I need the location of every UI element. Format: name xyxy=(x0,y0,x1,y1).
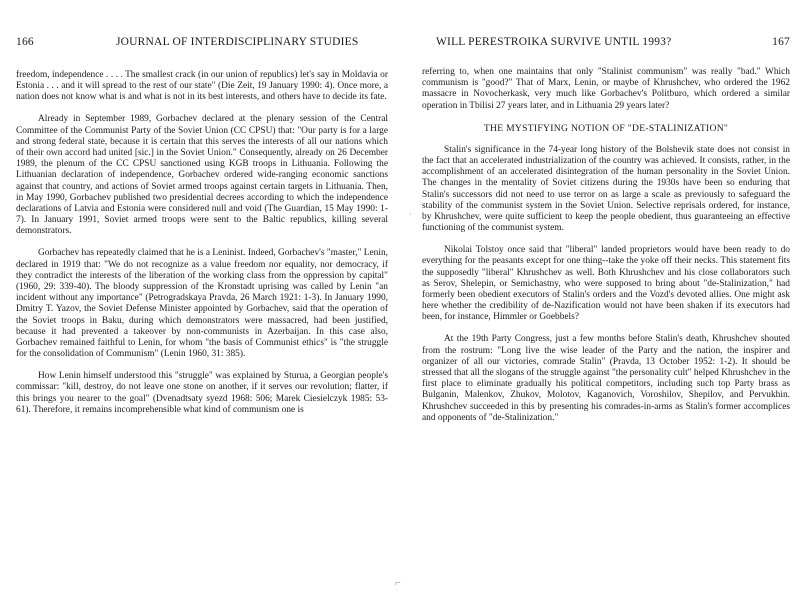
paragraph: Gorbachev has repeatedly claimed that he is a Leninist. Indeed, Gorbachev's "master," Lenin, declared in 1919 that: "We do not recognize as a value freedom nor equality, nor democracy, if they contradict the interests of the liberation of the working class from the oppression by capital" (1960, 29: 339-40). The bloody suppression of the Kronstadt uprising was called by Lenin "an incident without any importance" (Petrogradskaya Pravda, 26 March 1921: 1-3). In January 1990, Dmitry T. Yazov, the Soviet Defense Minister appointed by Gorbachev, said that the operation of the Soviet troops in Baku, during which demonstrators were massacred, had been justified, because it had prevented a takeover by non-communists in Azerbaijan. In this case also, Gorbachev remained faithful to Lenin, for whom "the basis of Communist ethics" is "the struggle for the consolidation of Communism" (Lenin 1960, 31: 385). xyxy=(16,248,388,360)
paragraph: freedom, independence . . . . The smallest crack (in our union of republics) let's say in Moldavia or Estonia . . . and it will spread to the rest of our state" (Die Zeit, 19 January 1990: 4). Once more, a nation does not know what is and what is not in its best interests, and others have to decide its fate. xyxy=(16,70,388,103)
left-page-body xyxy=(16,70,388,427)
running-title: JOURNAL OF INTERDISCIPLINARY STUDIES xyxy=(116,36,359,48)
paragraph: Nikolai Tolstoy once said that "liberal" landed proprietors would have been ready to do everything for the peasants except for one thing--take the yoke off their necks. This statement fits the supposedly "liberal" Khrushchev as well. Both Khrushchev and his close collaborators such as Serov, Shelepin, or Semichastny, who were supposed to bring about "de-Stalinization," had formerly been obedient executors of Stalin's orders and the Vozd's devoted allies. One might ask here whether the credibility of de-Nazification would not have been shaken if its executors had been, for instance, Himmler or Goebbels? xyxy=(422,245,790,323)
scan-speck: · xyxy=(409,210,412,219)
paragraph: Stalin's significance in the 74-year long history of the Bolshevik state does not consist in the fact that an accelerated industrialization of the country was achieved. It consists, rather, in the accomplishment of an accelerated disintegration of the human personality in the Soviet Union. The changes in the mentality of Soviet citizens during the 1930s have been so enduring that Stalin's successors did not need to use terror on as large a scale as previously to safeguard the stability of the communist system in the Soviet Union. Selective reprisals ordered, for instance, by Khrushchev, were quite sufficient to keep the people obedient, thus guaranteeing an effective functioning of the communist system. xyxy=(422,144,790,234)
page-number: 166 xyxy=(16,36,34,48)
right-page-body xyxy=(422,67,790,435)
running-title: WILL PERESTROIKA SURVIVE UNTIL 1993? xyxy=(436,36,672,48)
right-page xyxy=(422,0,790,600)
paragraph: Already in September 1989, Gorbachev declared at the plenary session of the Central Committee of the Communist Party of the Soviet Union (CC CPSU) that: "Our party is for a large and strong federal state, because it is certain that this serves the interests of all our nations which of their own accord had united [sic.] in the Soviet Union." Consequently, already on 26 December 1989, the plenum of the CC CPSU sanctioned using KGB troops in Lithuania. Following the Lithuanian declaration of independence, Gorbachev ordered wide-ranging economic sanctions against that country, and actions of Soviet armed troops against certain targets in Lithuania. Then, in May 1990, Gorbachev published two presidential decrees according to which the independence declarations of Latvia and Estonia were considered null and void (The Guardian, 15 May 1990: 1-7). In January 1991, Soviet armed troops were sent to the Baltic republics, killing several demonstrators. xyxy=(16,114,388,237)
section-heading: THE MYSTIFYING NOTION OF "DE-STALINIZATION" xyxy=(483,122,729,134)
page-number: 167 xyxy=(772,36,790,48)
left-page xyxy=(16,0,388,600)
paragraph: referring to, when one maintains that only "Stalinist communism" was really "bad." Which communism is "good?" That of Marx, Lenin, or maybe of Khrushchev, who ordered the 1962 massacre in Novocherkask, very much like Gorbachev's Politburo, which ordered a similar operation in Tbilisi 27 years later, and in Lithuania 29 years later? xyxy=(422,67,790,111)
paragraph: At the 19th Party Congress, just a few months before Stalin's death, Khrushchev shouted from the rostrum: "Long live the wise leader of the Party and the nation, the inspirer and organizer of all our victories, comrade Stalin" (Pravda, 13 October 1952: 1-2). It should be stressed that all the slogans of the struggle against "the personality cult" helped Khrushchev in the first place to eliminate gradually his political competitors, including such top Party brass as Bulganin, Malenkov, Zhukov, Molotov, Kaganovich, Voroshilov, Shepilov, and Pervukhin. Khrushchev succeeded in this by presenting his comrades-in-arms as Stalin's former accomplices and opponents of "de-Stalinization." xyxy=(422,334,790,423)
paragraph: How Lenin himself understood this "struggle" was explained by Sturua, a Georgian people's commissar: "kill, destroy, do not leave one stone on another, if it serves our revolution; flatter, if this brings you nearer to the goal" (Dvenadtsaty syezd 1968: 506; Marek Ciesielczyk 1985: 53-61). Therefore, it remains incomprehensible what kind of communism one is xyxy=(16,371,388,415)
scan-mark: ⌐ xyxy=(395,578,401,589)
